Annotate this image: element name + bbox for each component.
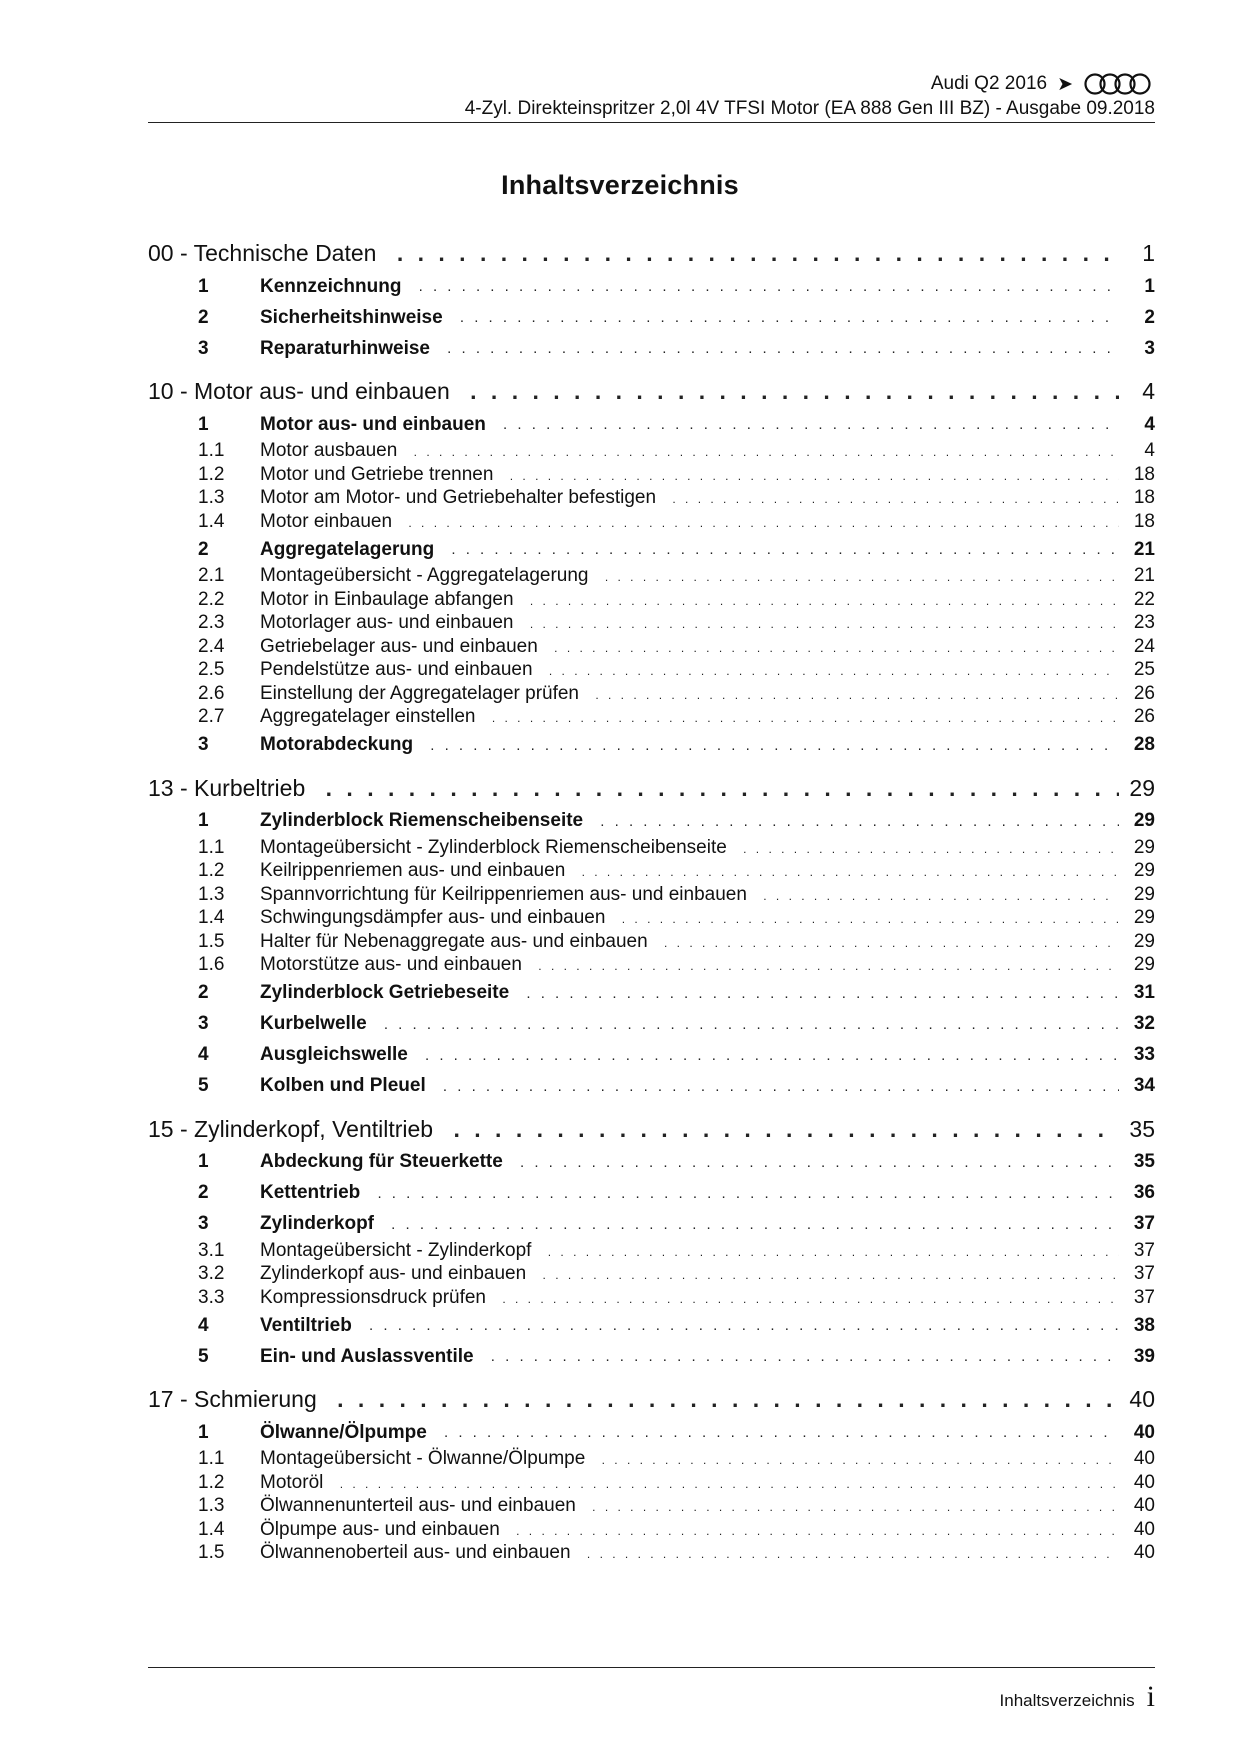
toc-entry-page: 2: [1144, 306, 1155, 328]
toc-section[interactable]: [148, 806, 1155, 837]
toc-entry-number: 1: [198, 1421, 209, 1443]
toc-entry-page: 37: [1133, 1213, 1155, 1234]
toc-sub[interactable]: [148, 589, 1155, 613]
header-divider: [148, 122, 1155, 123]
toc-entry-number: 5: [198, 1345, 209, 1367]
toc-entry-number: 2.5: [198, 659, 225, 680]
toc-entry-number: 1.3: [198, 883, 225, 905]
toc-entry-number: 1.1: [198, 440, 225, 461]
toc-entry-number: 1.4: [198, 907, 225, 928]
toc-entry-label: Halter für Nebenaggregate aus- und einbauen: [260, 930, 648, 952]
toc-entry-page: 40: [1133, 1542, 1155, 1563]
toc-entry-label: Kompressionsdruck prüfen: [260, 1286, 486, 1308]
toc-entry-number: 1: [198, 413, 209, 435]
dot-leader: [453, 309, 1119, 326]
toc-sub[interactable]: [148, 884, 1155, 908]
toc-entry-page: 18: [1133, 463, 1155, 485]
dot-leader: [589, 688, 1119, 702]
toc-entry-label: Ausgleichswelle: [260, 1044, 408, 1065]
dot-leader: [757, 889, 1119, 903]
toc-entry-label: 15 - Zylinderkopf, Ventiltrieb: [148, 1115, 434, 1142]
toc-entry-number: 1.4: [198, 510, 225, 532]
dot-leader: [407, 445, 1119, 459]
toc-entry-page: 36: [1133, 1182, 1155, 1203]
toc-entry-label: Aggregatelager einstellen: [260, 706, 476, 727]
toc-sub[interactable]: [148, 1542, 1155, 1566]
toc-sub[interactable]: [148, 511, 1155, 535]
toc-sub[interactable]: [148, 1240, 1155, 1264]
toc-entry-page: 35: [1129, 1115, 1155, 1142]
toc-section[interactable]: [148, 409, 1155, 440]
footer-label: Inhaltsverzeichnis: [999, 1691, 1135, 1710]
toc-entry-page: 28: [1133, 734, 1155, 755]
toc-entry-page: 40: [1133, 1518, 1155, 1540]
toc-entry-number: 2.7: [198, 706, 225, 727]
dot-leader: [436, 1078, 1119, 1095]
dot-leader: [575, 865, 1119, 879]
header-subtitle: 4-Zyl. Direkteinspritzer 2,0l 4V TFSI Motor (EA 888 Gen III BZ) - Ausgabe 09.2018: [464, 98, 1155, 119]
toc-entry-label: Motor in Einbaulage abfangen: [260, 588, 514, 610]
toc-sub[interactable]: [148, 837, 1155, 861]
toc-entry-label: Schwingungsdämpfer aus- und einbauen: [260, 907, 606, 928]
dot-leader: [377, 1016, 1119, 1033]
toc-entry-page: 37: [1133, 1263, 1155, 1284]
dot-leader: [384, 1216, 1119, 1233]
toc-entry-page: 1: [1142, 240, 1155, 266]
toc-entry-label: Montageübersicht - Ölwanne/Ölpumpe: [260, 1448, 586, 1469]
toc-entry-label: Motor einbauen: [260, 510, 393, 532]
toc-entry-label: Montageübersicht - Zylinderblock Riemenscheibenseite: [260, 836, 727, 858]
toc-entry-page: 34: [1133, 1075, 1155, 1096]
toc-entry-number: 3: [198, 1213, 209, 1234]
toc-entry-label: Zylinderblock Riemenscheibenseite: [260, 810, 584, 831]
toc-entry-number: 1.5: [198, 930, 225, 952]
dot-leader: [327, 1386, 1119, 1413]
dot-leader: [581, 1547, 1119, 1561]
toc-sub[interactable]: [148, 1263, 1155, 1287]
toc-entry-page: 22: [1133, 588, 1155, 610]
toc-entry-label: Kurbelwelle: [260, 1013, 367, 1034]
page-title: Inhaltsverzeichnis: [501, 170, 739, 200]
dot-leader: [595, 1453, 1119, 1467]
toc-entry-number: 1.1: [198, 836, 225, 858]
footer-page-number: i: [1146, 1680, 1155, 1713]
toc-entry-label: Aggregatelagerung: [260, 538, 435, 560]
dot-leader: [666, 492, 1119, 506]
dot-leader: [402, 516, 1119, 530]
toc-sub[interactable]: [148, 1448, 1155, 1472]
dot-leader: [586, 1500, 1119, 1514]
toc-entry-label: Spannvorrichtung für Keilrippenriemen aus- und einbauen: [260, 883, 747, 905]
dot-leader: [524, 617, 1119, 631]
toc-entry-label: Reparaturhinweise: [260, 337, 430, 359]
dot-leader: [615, 912, 1119, 926]
dot-leader: [503, 469, 1119, 483]
toc-chapter[interactable]: [148, 1116, 1155, 1147]
toc-entry-number: 2: [198, 1182, 209, 1203]
toc-section[interactable]: [148, 271, 1155, 302]
dot-leader: [543, 664, 1119, 678]
toc-entry-page: 18: [1133, 487, 1155, 508]
toc-entry-label: Zylinderblock Getriebeseite: [260, 982, 510, 1003]
dot-leader: [496, 416, 1119, 433]
toc-entry-number: 2: [198, 538, 209, 560]
toc-entry-label: 17 - Schmierung: [148, 1386, 317, 1412]
toc-entry-label: Kennzeichnung: [260, 275, 402, 297]
toc-entry-page: 4: [1142, 378, 1155, 404]
toc-entry-number: 1.3: [198, 1495, 225, 1516]
toc-entry-number: 1.5: [198, 1542, 225, 1563]
toc-entry-label: Einstellung der Aggregatelager prüfen: [260, 682, 580, 704]
dot-leader: [423, 737, 1119, 754]
toc-sub[interactable]: [148, 907, 1155, 931]
dot-leader: [386, 240, 1119, 267]
toc-entry-number: 1.1: [198, 1448, 225, 1469]
toc-entry-page: 29: [1129, 774, 1155, 801]
toc-entry-number: 3.3: [198, 1286, 225, 1308]
toc-sub[interactable]: [148, 659, 1155, 683]
toc-sub[interactable]: [148, 931, 1155, 955]
toc-entry-page: 29: [1133, 860, 1155, 881]
table-of-contents: [148, 240, 1155, 1566]
toc-entry-number: 1.3: [198, 487, 225, 508]
toc-entry-number: 3.2: [198, 1263, 225, 1284]
header-vehicle: Audi Q2 2016: [930, 73, 1048, 94]
toc-section[interactable]: [148, 730, 1155, 761]
toc-entry-page: 21: [1133, 538, 1155, 560]
toc-entry-page: 39: [1133, 1345, 1155, 1367]
toc-entry-label: Ventiltrieb: [260, 1314, 352, 1336]
toc-entry-number: 2.6: [198, 682, 225, 704]
toc-chapter[interactable]: [148, 775, 1155, 806]
toc-entry-number: 1.4: [198, 1518, 225, 1540]
dot-leader: [532, 959, 1119, 973]
dot-leader: [658, 936, 1119, 950]
dot-leader: [513, 1154, 1119, 1171]
toc-section[interactable]: [148, 1040, 1155, 1071]
toc-entry-page: 18: [1133, 510, 1155, 532]
toc-entry-page: 29: [1133, 930, 1155, 952]
dot-leader: [541, 1245, 1119, 1259]
toc-section[interactable]: [148, 534, 1155, 565]
toc-entry-page: 32: [1133, 1013, 1155, 1034]
toc-entry-page: 29: [1133, 883, 1155, 905]
toc-entry-number: 1: [198, 1151, 209, 1172]
toc-sub[interactable]: [148, 440, 1155, 464]
arrow-icon: ➤: [1057, 73, 1073, 95]
toc-sub[interactable]: [148, 1472, 1155, 1496]
dot-leader: [486, 711, 1120, 725]
dot-leader: [315, 775, 1119, 802]
dot-leader: [593, 813, 1119, 830]
dot-leader: [418, 1047, 1119, 1064]
toc-entry-label: Montageübersicht - Aggregatelagerung: [260, 565, 589, 586]
toc-entry-page: 40: [1129, 1386, 1155, 1412]
toc-entry-label: Keilrippenriemen aus- und einbauen: [260, 860, 566, 881]
toc-entry-page: 26: [1133, 682, 1155, 704]
toc-entry-page: 25: [1133, 659, 1155, 680]
dot-leader: [443, 1116, 1119, 1143]
toc-entry-label: Motor und Getriebe trennen: [260, 463, 494, 485]
toc-section[interactable]: [148, 1209, 1155, 1240]
toc-section[interactable]: [148, 333, 1155, 364]
toc-entry-page: 29: [1133, 836, 1155, 858]
toc-chapter[interactable]: [148, 378, 1155, 409]
dot-leader: [496, 1292, 1119, 1306]
dot-leader: [599, 570, 1119, 584]
toc-entry-page: 40: [1133, 1495, 1155, 1516]
toc-entry-label: Sicherheitshinweise: [260, 306, 443, 328]
toc-entry-page: 31: [1133, 982, 1155, 1003]
toc-entry-label: Ölwannenunterteil aus- und einbauen: [260, 1495, 576, 1516]
toc-section[interactable]: [148, 1178, 1155, 1209]
toc-entry-label: Zylinderkopf: [260, 1213, 375, 1234]
toc-entry-number: 1.6: [198, 954, 225, 975]
toc-entry-page: 33: [1133, 1044, 1155, 1065]
toc-entry-page: 23: [1133, 612, 1155, 633]
toc-entry-page: 3: [1144, 337, 1155, 359]
toc-chapter[interactable]: [148, 1386, 1155, 1417]
toc-entry-label: Ölpumpe aus- und einbauen: [260, 1518, 500, 1540]
toc-section[interactable]: [148, 1341, 1155, 1372]
toc-sub[interactable]: [148, 706, 1155, 730]
toc-entry-label: Pendelstütze aus- und einbauen: [260, 659, 533, 680]
toc-entry-label: Motorstütze aus- und einbauen: [260, 954, 522, 975]
toc-section[interactable]: [148, 302, 1155, 333]
toc-section[interactable]: [148, 1310, 1155, 1341]
toc-entry-label: Ölwannenoberteil aus- und einbauen: [260, 1542, 571, 1563]
toc-sub[interactable]: [148, 1519, 1155, 1543]
toc-entry-page: 21: [1133, 565, 1155, 586]
toc-entry-number: 1: [198, 275, 209, 297]
toc-entry-number: 2.1: [198, 565, 225, 586]
toc-entry-page: 29: [1133, 954, 1155, 975]
toc-entry-label: Motorabdeckung: [260, 734, 414, 755]
dot-leader: [548, 641, 1119, 655]
toc-sub[interactable]: [148, 487, 1155, 511]
toc-section[interactable]: [148, 1071, 1155, 1102]
toc-entry-number: 3: [198, 337, 209, 359]
toc-section[interactable]: [148, 1009, 1155, 1040]
toc-sub[interactable]: [148, 860, 1155, 884]
dot-leader: [444, 541, 1119, 558]
toc-entry-label: Montageübersicht - Zylinderkopf: [260, 1239, 532, 1261]
dot-leader: [440, 340, 1119, 357]
toc-entry-page: 38: [1133, 1314, 1155, 1336]
toc-entry-label: Motorlager aus- und einbauen: [260, 612, 514, 633]
toc-entry-page: 40: [1133, 1448, 1155, 1469]
toc-entry-number: 1.2: [198, 860, 225, 881]
toc-entry-number: 1: [198, 810, 209, 831]
toc-entry-label: Motor ausbauen: [260, 440, 398, 461]
dot-leader: [536, 1268, 1119, 1282]
dot-leader: [510, 1524, 1119, 1538]
dot-leader: [437, 1424, 1119, 1441]
toc-entry-page: 35: [1133, 1151, 1155, 1172]
toc-entry-label: Motor am Motor- und Getriebehalter befestigen: [260, 487, 657, 508]
toc-entry-page: 29: [1133, 907, 1155, 928]
toc-entry-number: 2.4: [198, 635, 225, 657]
toc-entry-number: 2: [198, 306, 209, 328]
dot-leader: [362, 1317, 1119, 1334]
toc-entry-number: 2: [198, 982, 209, 1003]
toc-entry-number: 2.3: [198, 612, 225, 633]
toc-sub[interactable]: [148, 954, 1155, 978]
toc-section[interactable]: [148, 1147, 1155, 1178]
dot-leader: [333, 1477, 1119, 1491]
dot-leader: [411, 278, 1119, 295]
toc-sub[interactable]: [148, 1287, 1155, 1311]
toc-entry-label: Kettentrieb: [260, 1182, 361, 1203]
toc-chapter[interactable]: [148, 240, 1155, 271]
toc-sub[interactable]: [148, 636, 1155, 660]
toc-entry-label: 10 - Motor aus- und einbauen: [148, 378, 450, 404]
toc-sub[interactable]: [148, 612, 1155, 636]
toc-entry-number: 1.2: [198, 1471, 225, 1493]
dot-leader: [460, 378, 1119, 405]
toc-entry-page: 4: [1144, 440, 1155, 461]
toc-sub[interactable]: [148, 683, 1155, 707]
toc-entry-label: Motor aus- und einbauen: [260, 413, 486, 435]
toc-entry-page: 37: [1133, 1286, 1155, 1308]
toc-entry-page: 24: [1133, 635, 1155, 657]
toc-entry-number: 3: [198, 734, 209, 755]
toc-entry-page: 40: [1133, 1421, 1155, 1443]
footer-divider: [148, 1667, 1155, 1668]
toc-entry-label: Getriebelager aus- und einbauen: [260, 635, 538, 657]
toc-entry-label: Motoröl: [260, 1471, 324, 1493]
page-header: [465, 72, 1155, 120]
toc-entry-label: Ölwanne/Ölpumpe: [260, 1421, 427, 1443]
dot-leader: [370, 1185, 1119, 1202]
toc-entry-label: Zylinderkopf aus- und einbauen: [260, 1263, 527, 1284]
header-vehicle-line: [465, 72, 1155, 96]
toc-entry-label: Kolben und Pleuel: [260, 1075, 426, 1096]
toc-entry-label: Abdeckung für Steuerkette: [260, 1151, 503, 1172]
dot-leader: [484, 1348, 1119, 1365]
toc-entry-number: 3: [198, 1013, 209, 1034]
toc-entry-label: Ein- und Auslassventile: [260, 1345, 474, 1367]
dot-leader: [737, 842, 1119, 856]
audi-rings-icon: [1083, 72, 1155, 96]
toc-sub[interactable]: [148, 1495, 1155, 1519]
toc-entry-page: 26: [1133, 706, 1155, 727]
toc-entry-number: 5: [198, 1075, 209, 1096]
toc-section[interactable]: [148, 978, 1155, 1009]
toc-entry-label: 13 - Kurbeltrieb: [148, 774, 306, 801]
toc-section[interactable]: [148, 1417, 1155, 1448]
toc-entry-page: 40: [1133, 1471, 1155, 1493]
toc-entry-number: 3.1: [198, 1239, 225, 1261]
toc-sub[interactable]: [148, 565, 1155, 589]
page-footer: [1000, 1680, 1155, 1714]
toc-entry-number: 2.2: [198, 588, 225, 610]
dot-leader: [519, 985, 1119, 1002]
toc-entry-number: 4: [198, 1044, 209, 1065]
toc-sub[interactable]: [148, 464, 1155, 488]
toc-entry-page: 29: [1133, 810, 1155, 831]
toc-entry-number: 4: [198, 1314, 209, 1336]
dot-leader: [524, 594, 1119, 608]
toc-entry-page: 37: [1133, 1239, 1155, 1261]
toc-entry-number: 1.2: [198, 463, 225, 485]
toc-entry-label: 00 - Technische Daten: [148, 240, 377, 266]
toc-entry-page: 4: [1144, 413, 1155, 435]
toc-entry-page: 1: [1144, 275, 1155, 297]
